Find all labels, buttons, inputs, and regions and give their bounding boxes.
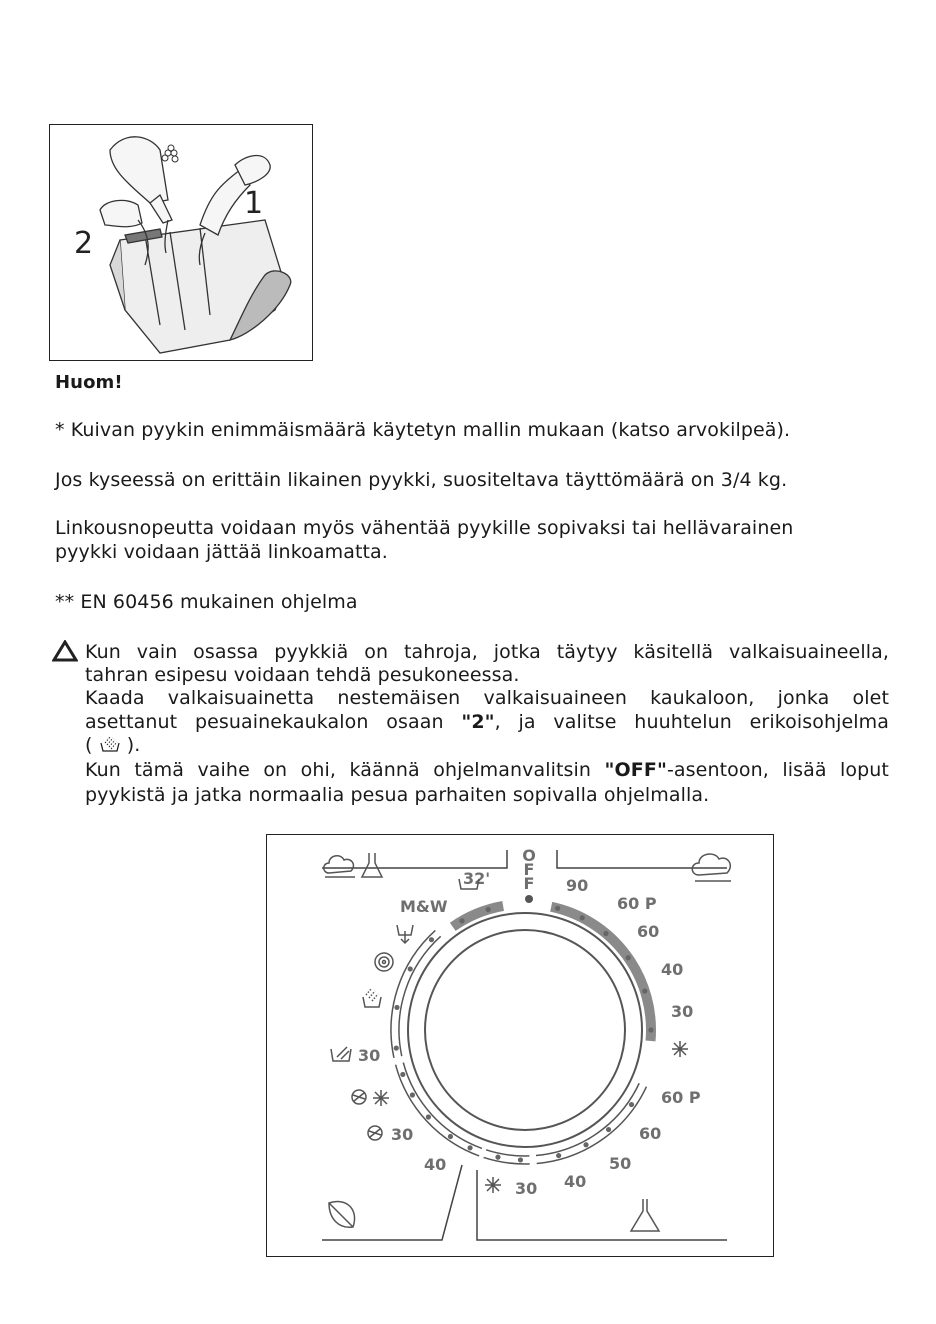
cotton-position-dot: [603, 931, 608, 936]
warning-line-5-post: ).: [120, 734, 141, 756]
snowflake-icon-right: [672, 1041, 688, 1057]
cotton-position-dot: [642, 988, 647, 993]
softener-flower-icon: [162, 145, 178, 162]
warning-line-5-pre: (: [85, 734, 99, 756]
special-position-dot: [408, 966, 413, 971]
label-30-upper: 30: [671, 1002, 694, 1021]
label-60-lower: 60: [639, 1124, 662, 1143]
mw-position-dot: [486, 907, 491, 912]
label-40-left: 40: [424, 1155, 447, 1174]
off-letter-f1: F: [523, 860, 535, 879]
label-30-left-b: 30: [391, 1125, 414, 1144]
label-mw: M&W: [400, 897, 448, 916]
drain-icon: [397, 925, 413, 943]
note-paragraph-4: ** EN 60456 mukainen ohjelma: [55, 591, 358, 613]
warning-line-4-post: , ja valitse huuhtelun erikoisohjelma: [494, 711, 889, 733]
off-letter-f2: F: [523, 874, 535, 893]
note-paragraph-3-line-1: Linkousnopeutta voidaan myös vähentää pyykille sopivaksi tai hellävarainen: [55, 517, 794, 539]
synthetic-position-dot: [629, 1102, 634, 1107]
rinse-icon: [99, 735, 121, 753]
warning-line-4-bold: "2": [461, 711, 495, 733]
special-position-dot: [394, 1005, 399, 1010]
spin-icon: [375, 953, 393, 971]
note-paragraph-1: * Kuivan pyykin enimmäismäärä käytetyn mallin mukaan (katso arvokilpeä).: [55, 419, 791, 441]
rinse-icon: [363, 989, 381, 1007]
off-dot: [525, 895, 533, 903]
cotton-position-dot: [580, 915, 585, 920]
figure-label-2: 2: [74, 226, 94, 261]
warning-line-5: [85, 734, 889, 757]
off-letter-o: O: [522, 846, 536, 865]
synthetic-position-dot: [606, 1127, 611, 1132]
note-paragraph-3-line-2: pyykki voidaan jättää linkoamatta.: [55, 541, 388, 563]
flask-icon-bottom: [631, 1199, 659, 1231]
wool-icon: [352, 1090, 366, 1104]
warning-line-1: Kun vain osassa pyykkiä on tahroja, jotka täytyy käsitellä valkaisuaineella,: [85, 641, 889, 663]
special-position-dot: [394, 1045, 399, 1050]
label-60p-lower: 60 P: [661, 1088, 701, 1107]
program-dial-figure: [266, 834, 774, 1257]
detergent-drawer-figure: [49, 124, 313, 361]
warning-line-4: [85, 711, 889, 734]
label-60p-upper: 60 P: [617, 894, 657, 913]
wool-position-dot: [467, 1145, 472, 1150]
warning-line-6-post: -asentoon, lisää loput: [666, 759, 889, 781]
detergent-drawer-icon: [110, 220, 291, 353]
hand-wash-icon: [331, 1047, 351, 1061]
label-40-upper: 40: [661, 960, 684, 979]
bottom-arc-outer: [486, 1150, 529, 1156]
note-heading: Huom!: [55, 372, 123, 393]
label-30-lower: 30: [515, 1179, 538, 1198]
cotton-position-dot: [555, 906, 560, 911]
figure-label-1: 1: [244, 186, 264, 221]
wool-position-dot: [426, 1114, 431, 1119]
mw-position-dot: [459, 918, 464, 923]
label-60-upper: 60: [637, 922, 660, 941]
warning-line-4-pre: asettanut pesuainekaukalon osaan: [85, 711, 462, 733]
warning-line-6-bold: "OFF": [604, 759, 667, 781]
note-paragraph-2: Jos kyseessä on erittäin likainen pyykki, suositeltava täyttömäärä on 3/4 kg.: [55, 469, 788, 491]
dial-knob[interactable]: [425, 930, 625, 1130]
warning-line-7: pyykistä ja jatka normaalia pesua parhaiten sopivalla ohjelmalla.: [85, 784, 710, 806]
warning-line-3: Kaada valkaisuainetta nestemäisen valkaisuaineen kaukaloon, jonka olet: [85, 687, 889, 709]
snowflake-icon-bottom: [485, 1177, 501, 1193]
wool-position-dot: [410, 1092, 415, 1097]
flask-icon: [362, 853, 382, 877]
cold-snowflake-icon: [373, 1090, 389, 1106]
label-30-left-a: 30: [358, 1046, 381, 1065]
wool-position-dot: [400, 1072, 405, 1077]
bottom-position-dot: [518, 1157, 523, 1162]
synthetic-position-dot: [583, 1142, 588, 1147]
special-arc-outer: [399, 936, 441, 1056]
cotton-cloud-icon: [324, 856, 355, 877]
special-position-dot: [429, 937, 434, 942]
warning-line-6: [85, 759, 889, 782]
bottom-position-dot: [495, 1155, 500, 1160]
dial-frame-top-right: [557, 850, 727, 868]
wool-position-dot: [448, 1134, 453, 1139]
warning-line-2: tahran esipesu voidaan tehdä pesukoneessa.: [85, 664, 520, 686]
warning-line-6-pre: Kun tämä vaihe on ohi, käännä ohjelmanvalitsin: [85, 759, 605, 781]
cotton-position-dot: [626, 955, 631, 960]
dial-ring: [408, 913, 642, 1147]
cotton-position-dot: [648, 1027, 653, 1032]
label-40-lower: 40: [564, 1172, 587, 1191]
warning-triangle-icon: [52, 640, 78, 662]
wool-icon-b: [368, 1126, 382, 1140]
label-50-lower: 50: [609, 1154, 632, 1173]
label-90: 90: [566, 876, 589, 895]
leaf-icon: [329, 1202, 355, 1228]
label-32-min: 32': [463, 869, 491, 888]
synthetic-position-dot: [556, 1153, 561, 1158]
